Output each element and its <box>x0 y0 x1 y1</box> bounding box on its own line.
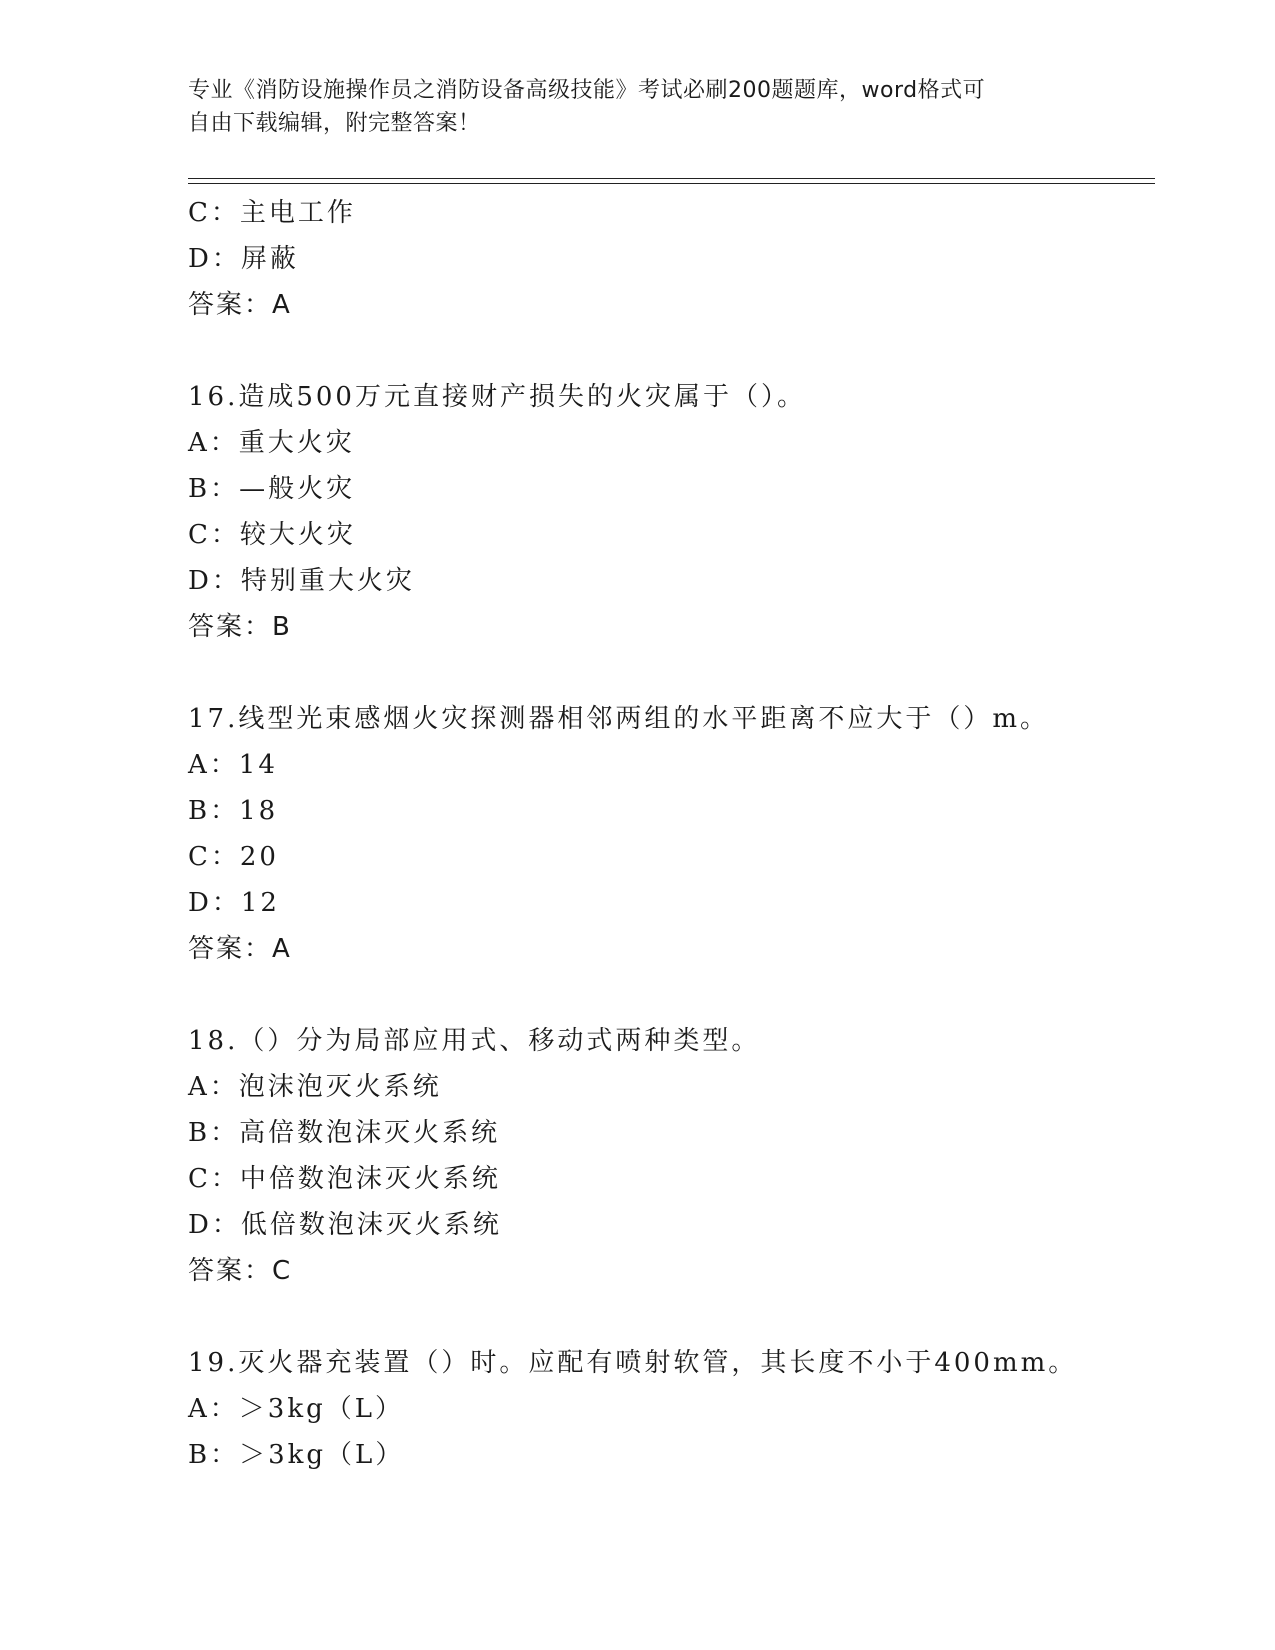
option-a: A：14 <box>188 750 278 780</box>
header-line-2: 自由下载编辑，附完整答案！ <box>188 111 481 136</box>
option-c: C：中倍数泡沫灭火系统 <box>188 1164 501 1194</box>
header-divider-bottom <box>188 183 1155 184</box>
question-stem: 17.线型光束感烟火灾探测器相邻两组的水平距离不应大于（）m。 <box>188 704 1050 734</box>
header-divider-top <box>188 178 1155 179</box>
option-b: B：—般火灾 <box>188 474 356 504</box>
option-d: D：特别重大火灾 <box>188 566 415 596</box>
option-c: C：较大火灾 <box>188 520 356 550</box>
option-a: A：＞3kg（L） <box>188 1394 404 1424</box>
option-c: C：20 <box>188 842 279 872</box>
option-d: D：屏蔽 <box>188 244 299 274</box>
answer-line: 答案：B <box>188 612 292 642</box>
answer-line: 答案：C <box>188 1256 293 1286</box>
question-stem: 18.（）分为局部应用式、移动式两种类型。 <box>188 1026 761 1056</box>
header-line-1: 专业《消防设施操作员之消防设备高级技能》考试必刷200题题库，word格式可 <box>188 78 986 103</box>
option-d: D：低倍数泡沫灭火系统 <box>188 1210 502 1240</box>
question-stem: 16.造成500万元直接财产损失的火灾属于（）。 <box>188 382 806 412</box>
question-list <box>188 190 1155 1478</box>
option-a: A：泡沫泡灭火系统 <box>188 1072 442 1102</box>
answer-line: 答案：A <box>188 290 292 320</box>
option-a: A：重大火灾 <box>188 428 355 458</box>
option-b: B：18 <box>188 796 279 826</box>
answer-line: 答案：A <box>188 934 292 964</box>
document-header <box>188 74 1088 140</box>
question-stem: 19.灭火器充装置（）时。应配有喷射软管，其长度不小于400mm。 <box>188 1348 1078 1378</box>
option-d: D：12 <box>188 888 280 918</box>
option-b: B：高倍数泡沫灭火系统 <box>188 1118 501 1148</box>
option-c: C：主电工作 <box>188 198 356 228</box>
option-b: B：＞3kg（L） <box>188 1440 405 1470</box>
